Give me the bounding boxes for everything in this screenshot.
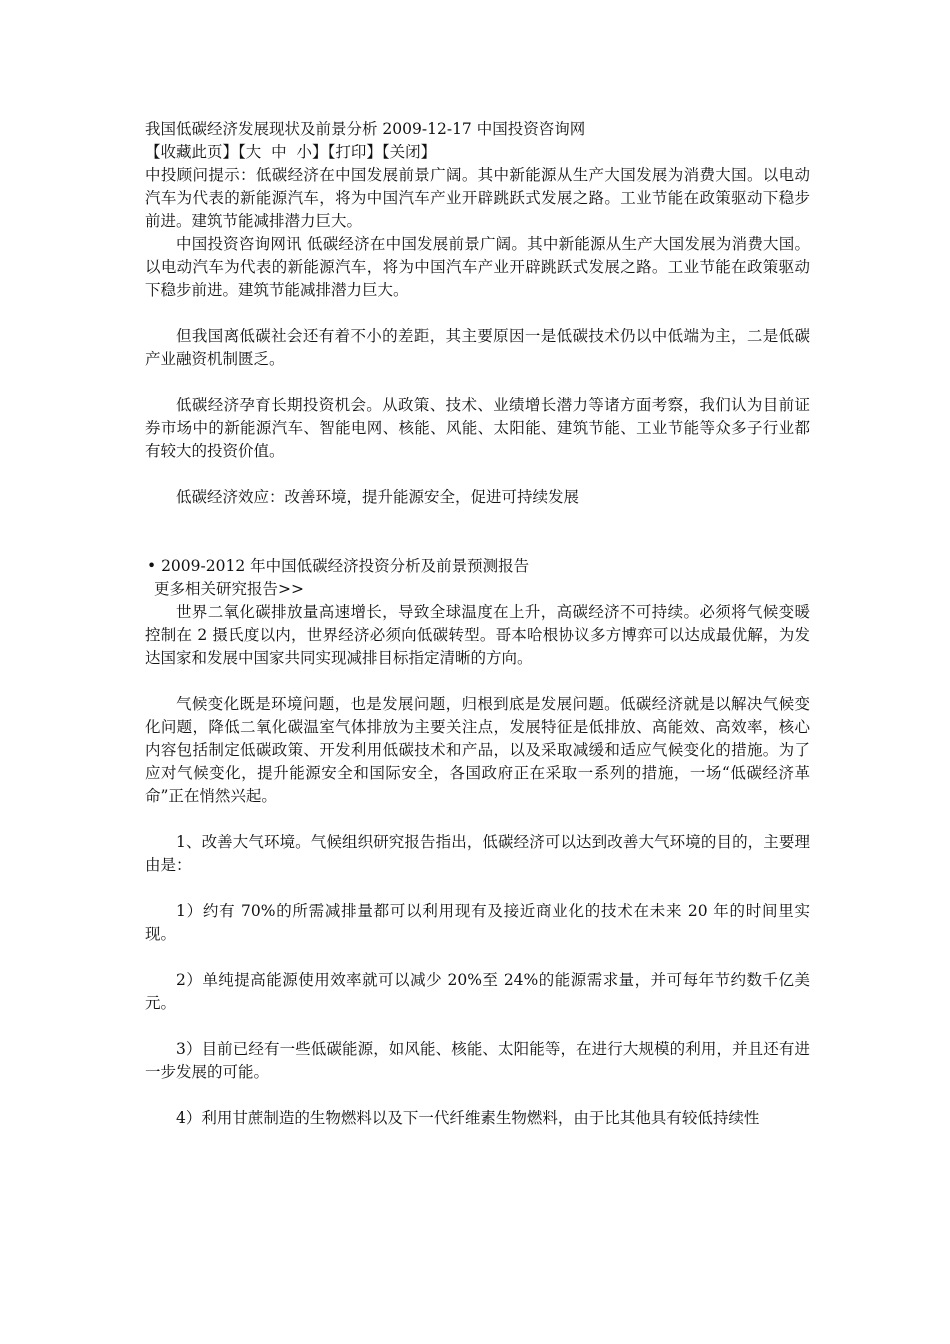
- related-report-link[interactable]: • 2009-2012 年中国低碳经济投资分析及前景预测报告: [147, 557, 530, 575]
- article-body: [145, 118, 810, 1130]
- print-link[interactable]: 【打印】: [327, 143, 382, 161]
- intro-paragraph: 但我国离低碳社会还有着不小的差距，其主要原因一是低碳技术仍以中低端为主，二是低碳产业融资机制匮乏。: [145, 327, 810, 368]
- body-paragraph: 2）单纯提高能源使用效率就可以减少 20%至 24%的能源需求量，并可每年节约数千亿美元。: [145, 971, 810, 1012]
- bookmark-link[interactable]: 【收藏此页】: [145, 143, 239, 161]
- font-size-large-link[interactable]: 大: [245, 143, 262, 161]
- font-size-small-link[interactable]: 小: [296, 143, 313, 161]
- article-toolbar: [145, 141, 810, 164]
- body-paragraph: 3）目前已经有一些低碳能源，如风能、核能、太阳能等，在进行大规模的利用，并且还有进一步发展的可能。: [145, 1040, 810, 1081]
- body-paragraph: 气候变化既是环境问题，也是发展问题，归根到底是发展问题。低碳经济就是以解决气候变化问题，降低二氧化碳温室气体排放为主要关注点，发展特征是低排放、高能效、高效率，核心内容包括制定低碳政策、开发利用低碳技术和产品，以及采取减缓和适应气候变化的措施。为了应对气候变化，提升能源安全和国际安全，各国政府正在采取一系列的措施，一场“低碳经济革命”正在悄然兴起。: [145, 695, 810, 805]
- font-size-bracket-close: 】: [312, 143, 328, 161]
- font-size-bracket-open: 【: [238, 143, 246, 161]
- intro-paragraph: 低碳经济效应：改善环境，提升能源安全，促进可持续发展: [176, 488, 580, 506]
- body-paragraph: 世界二氧化碳排放量高速增长，导致全球温度在上升，高碳经济不可持续。必须将气候变暖控制在 2 摄氏度以内，世界经济必须向低碳转型。哥本哈根协议多方博弈可以达成最优解，为发达国家和发展中国家共同实现减排目标指定清晰的方向。: [145, 603, 810, 667]
- intro-paragraph: 低碳经济孕育长期投资机会。从政策、技术、业绩增长潜力等诸方面考察，我们认为目前证券市场中的新能源汽车、智能电网、核能、风能、太阳能、建筑节能、工业节能等众多子行业都有较大的投资价值。: [145, 396, 810, 460]
- intro-paragraph: 中国投资咨询网讯 低碳经济在中国发展前景广阔。其中新能源从生产大国发展为消费大国。以电动汽车为代表的新能源汽车，将为中国汽车产业开辟跳跃式发展之路。工业节能在政策驱动下稳步前进。建筑节能减排潜力巨大。: [145, 235, 810, 299]
- body-paragraph: 1、改善大气环境。气候组织研究报告指出，低碳经济可以达到改善大气环境的目的，主要理由是：: [145, 833, 810, 874]
- summary-paragraph: 中投顾问提示：低碳经济在中国发展前景广阔。其中新能源从生产大国发展为消费大国。以电动汽车为代表的新能源汽车，将为中国汽车产业开辟跳跃式发展之路。工业节能在政策驱动下稳步前进。建筑节能减排潜力巨大。: [145, 166, 810, 230]
- font-size-medium-link[interactable]: 中: [271, 143, 287, 161]
- more-reports-link[interactable]: 更多相关研究报告>>: [154, 580, 304, 598]
- body-paragraph: 4）利用甘蔗制造的生物燃料以及下一代纤维素生物燃料，由于比其他具有较低持续性: [176, 1109, 760, 1127]
- article-title: 我国低碳经济发展现状及前景分析 2009-12-17 中国投资咨询网: [145, 120, 586, 138]
- body-paragraph: 1）约有 70%的所需减排量都可以利用现有及接近商业化的技术在未来 20 年的时间里实现。: [145, 902, 810, 943]
- close-link[interactable]: 【关闭】: [381, 143, 437, 161]
